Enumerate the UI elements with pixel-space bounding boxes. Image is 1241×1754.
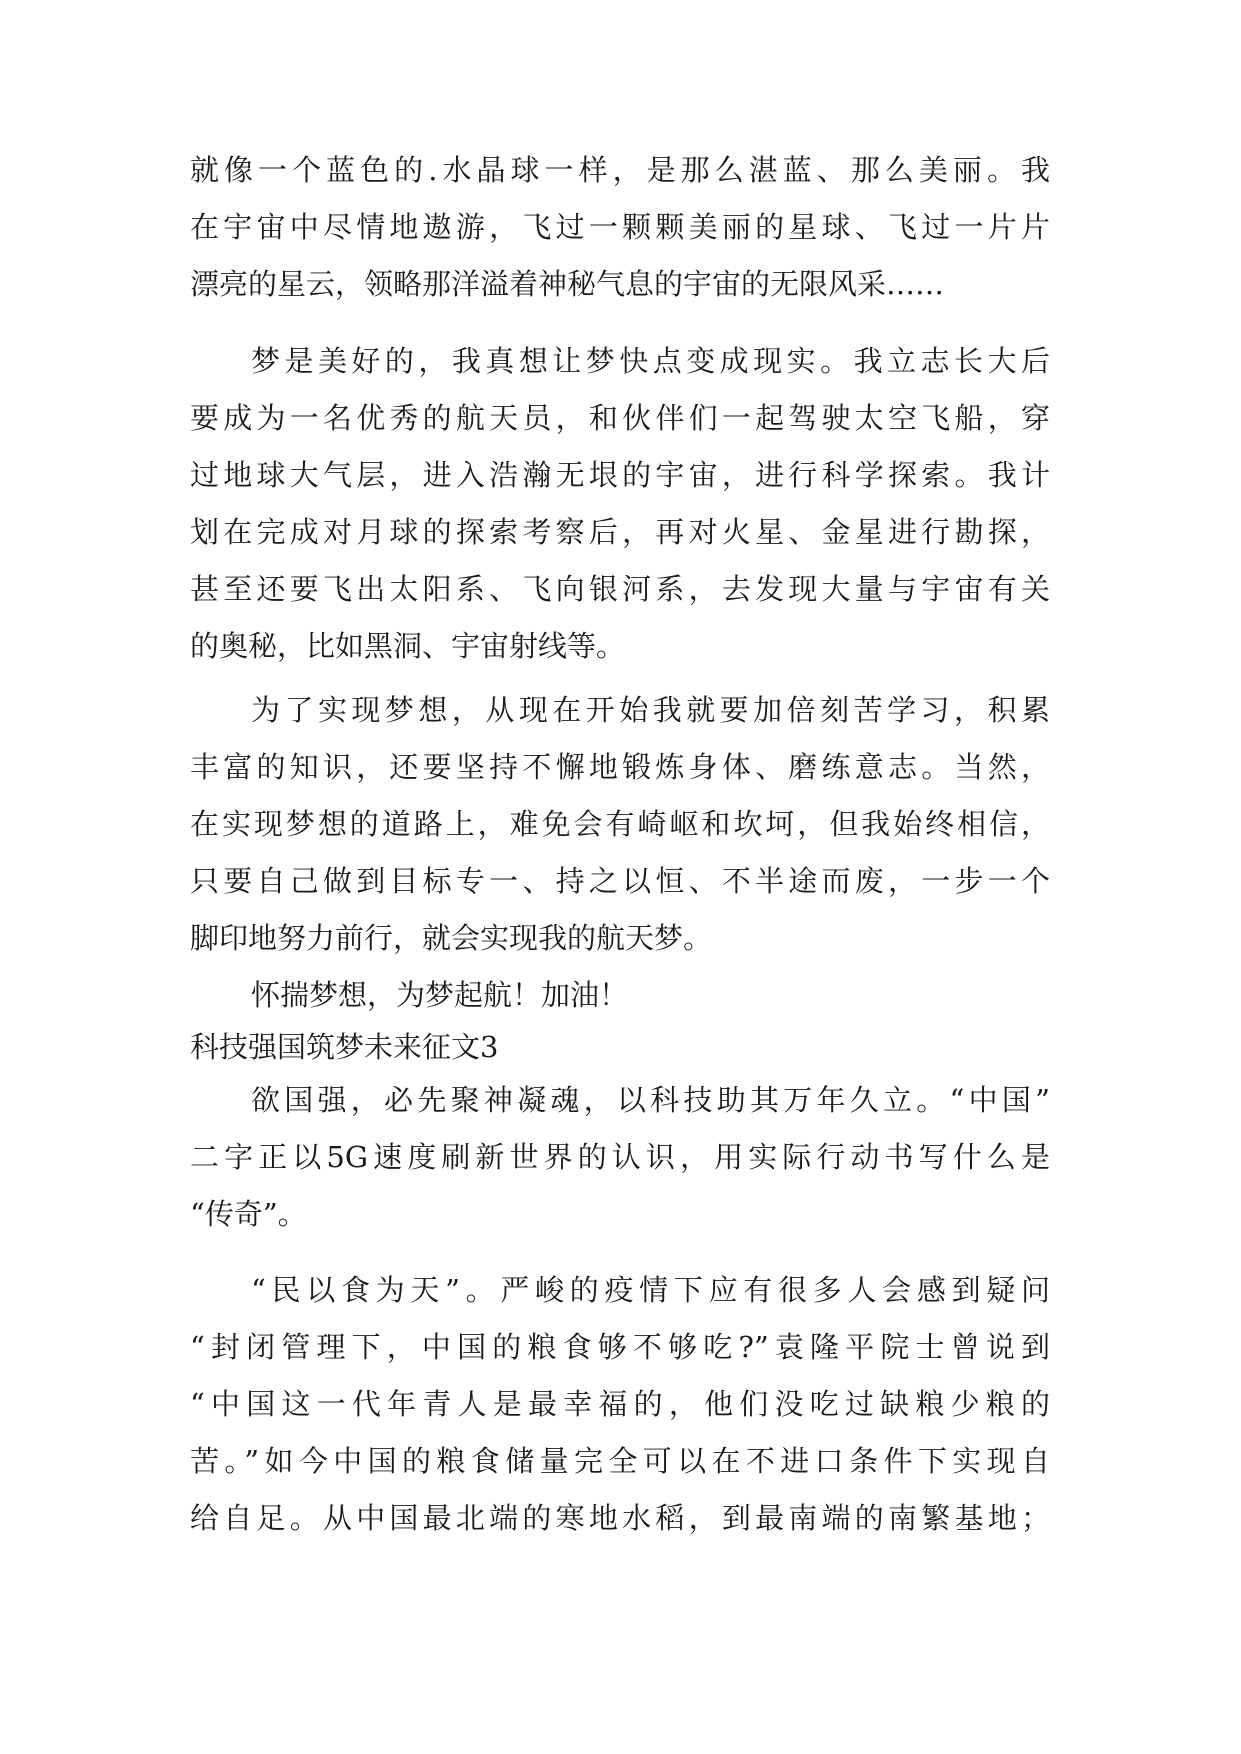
text-line: 在实现梦想的道路上，难免会有崎岖和坎坷，但我始终相信， [190,807,1050,841]
text-line: 怀揣梦想，为梦起航！加油！ [251,978,629,1012]
text-line: “中国这一代年青人是最幸福的，他们没吃过缺粮少粮的 [190,1387,1050,1421]
text-line: 给自足。从中国最北端的寒地水稻，到最南端的南繁基地； [190,1501,1050,1535]
text-line: “封闭管理下，中国的粮食够不够吃?”袁隆平院士曾说到 [190,1330,1050,1364]
text-line: “民以食为天”。严峻的疫情下应有很多人会感到疑问 [251,1273,1050,1307]
text-line: 漂亮的星云，领略那洋溢着神秘气息的宇宙的无限风采…… [190,267,945,301]
text-line: 为了实现梦想，从现在开始我就要加倍刻苦学习，积累 [251,693,1050,727]
text-line: 过地球大气层，进入浩瀚无垠的宇宙，进行科学探索。我计 [190,458,1050,492]
text-line: 二字正以5G速度刷新世界的认识，用实际行动书写什么是 [190,1140,1050,1174]
text-line: 只要自己做到目标专一、持之以恒、不半途而废，一步一个 [190,864,1050,898]
text-line: 梦是美好的，我真想让梦快点变成现实。我立志长大后 [251,344,1050,378]
text-line: 就像一个蓝色的.水晶球一样，是那么湛蓝、那么美丽。我 [190,153,1050,187]
text-line: 苦。”如今中国的粮食储量完全可以在不进口条件下实现自 [190,1444,1050,1478]
text-line: 丰富的知识，还要坚持不懈地锻炼身体、磨练意志。当然， [190,750,1050,784]
text-line: “传奇”。 [190,1197,307,1231]
section-heading: 科技强国筑梦未来征文3 [190,1030,499,1064]
text-line: 欲国强，必先聚神凝魂，以科技助其万年久立。“中国” [251,1083,1050,1117]
text-line: 脚印地努力前行，就会实现我的航天梦。 [190,921,713,955]
text-line: 要成为一名优秀的航天员，和伙伴们一起驾驶太空飞船，穿 [190,401,1050,435]
text-line: 划在完成对月球的探索考察后，再对火星、金星进行勘探， [190,515,1050,549]
text-line: 甚至还要飞出太阳系、飞向银河系，去发现大量与宇宙有关 [190,572,1050,606]
text-line: 在宇宙中尽情地遨游，飞过一颗颗美丽的星球、飞过一片片 [190,210,1050,244]
text-line: 的奥秘，比如黑洞、宇宙射线等。 [190,629,626,663]
